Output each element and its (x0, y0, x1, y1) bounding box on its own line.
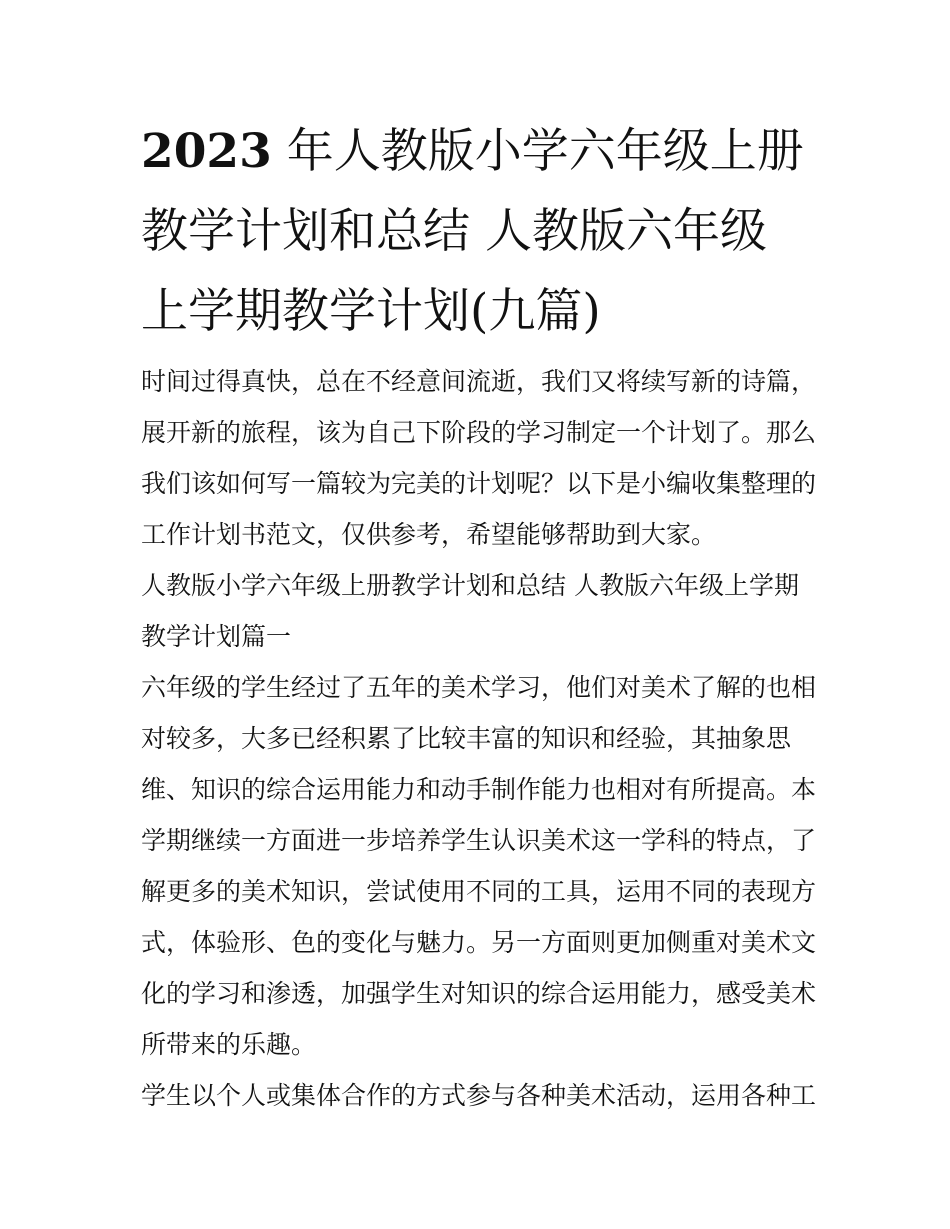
paragraph-1-line-8: 所带来的乐趣。 (141, 1030, 317, 1059)
intro-line-1: 时间过得真快，总在不经意间流逝，我们又将续写新的诗篇， (141, 367, 817, 396)
document-title (141, 112, 821, 352)
document-body (141, 356, 821, 1121)
section-heading-line-1: 人教版小学六年级上册教学计划和总结 人教版六年级上学期 (141, 571, 799, 600)
paragraph-1-line-4: 学期继续一方面进一步培养学生认识美术这一学科的特点，了 (141, 826, 817, 855)
paragraph-1-line-2: 对较多，大多已经积累了比较丰富的知识和经验，其抽象思 (141, 724, 792, 753)
intro-line-2: 展开新的旅程，该为自己下阶段的学习制定一个计划了。那么 (141, 418, 817, 447)
paragraph-1-line-5: 解更多的美术知识，尝试使用不同的工具，运用不同的表现方 (141, 877, 817, 906)
paragraph-2-line-1: 学生以个人或集体合作的方式参与各种美术活动，运用各种工 (141, 1081, 817, 1110)
title-line-1 (141, 112, 821, 192)
paragraph-1-line-1: 六年级的学生经过了五年的美术学习，他们对美术了解的也相 (141, 673, 817, 702)
title-year: 2023 (141, 124, 272, 179)
paragraph-1-line-3: 维、知识的综合运用能力和动手制作能力也相对有所提高。本 (141, 775, 817, 804)
title-line-2: 教学计划和总结 人教版六年级 (141, 204, 767, 259)
intro-line-3: 我们该如何写一篇较为完美的计划呢？以下是小编收集整理的 (141, 469, 817, 498)
paragraph-1-line-7: 化的学习和渗透，加强学生对知识的综合运用能力，感受美术 (141, 979, 817, 1008)
intro-line-4: 工作计划书范文，仅供参考，希望能够帮助到大家。 (141, 520, 717, 549)
paragraph-1-line-6: 式，体验形、色的变化与魅力。另一方面则更加侧重对美术文 (141, 928, 817, 957)
title-line-3: 上学期教学计划(九篇) (141, 284, 601, 339)
title-line-1-rest: 年人教版小学六年级上册 (271, 124, 804, 179)
section-heading-line-2: 教学计划篇一 (141, 622, 292, 651)
